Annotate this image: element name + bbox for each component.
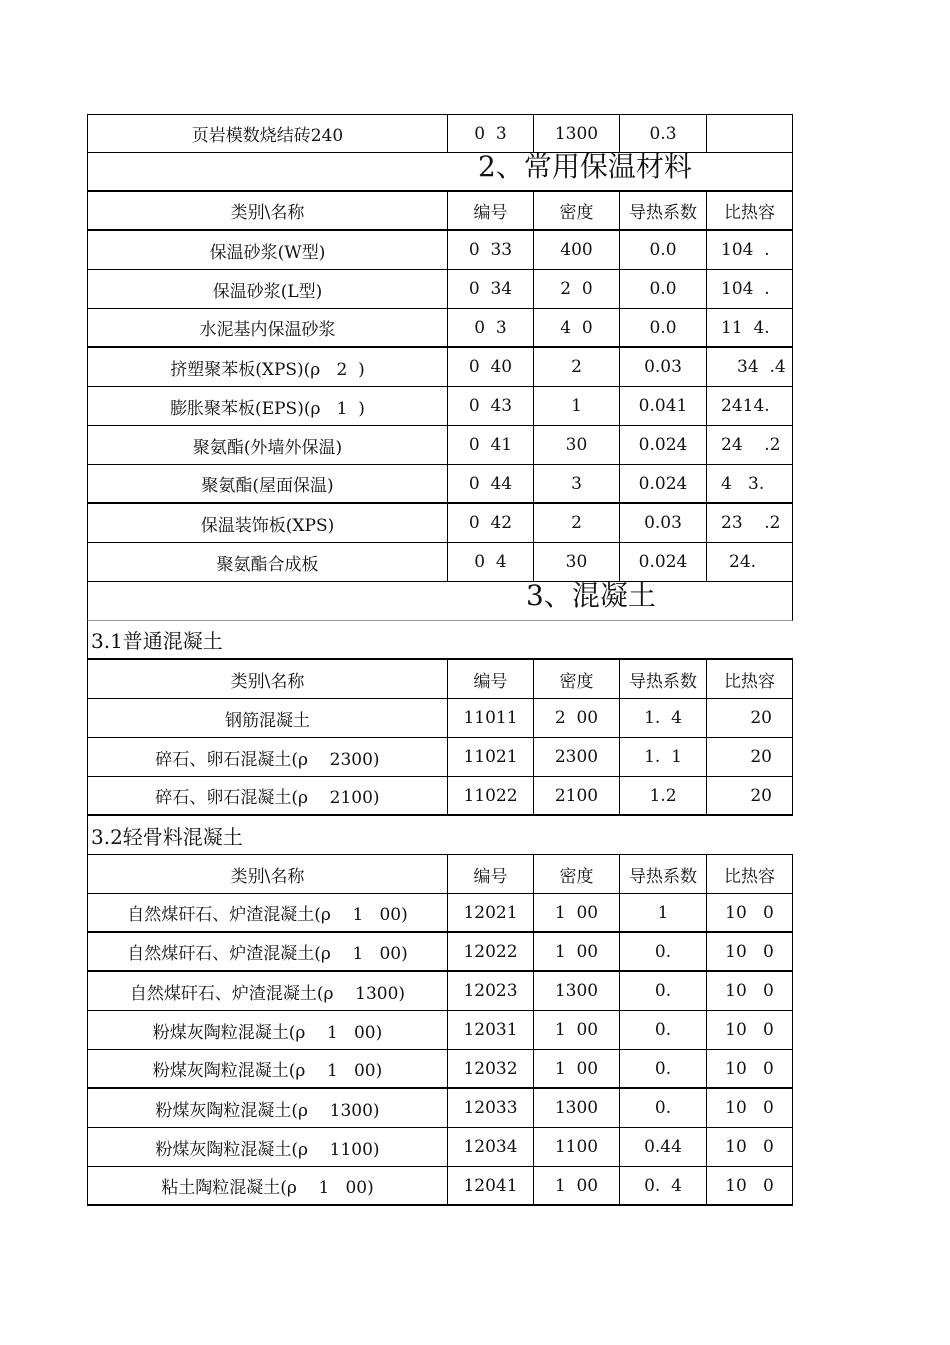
cell-code[interactable]: 12033 [448,1089,534,1127]
cell-heat-capacity[interactable]: 34 .4 [737,357,786,377]
table-row [87,504,793,543]
cell-code[interactable]: 0 33 [448,231,534,269]
table-row [87,1167,793,1206]
header-cell[interactable]: 导热系数 [620,855,707,893]
cell-conductivity[interactable]: 0.3 [620,115,707,152]
header-cell[interactable]: 导热系数 [620,660,707,698]
cell-density[interactable]: 30 [534,543,620,581]
cell-conductivity[interactable]: 0. [620,933,707,970]
cell-name[interactable]: 保温砂浆(L型) [88,270,448,308]
cell-density[interactable]: 1300 [534,115,620,152]
cell-conductivity[interactable]: 0. [620,1011,707,1049]
cell-conductivity[interactable]: 0.024 [620,426,707,464]
table-row [87,1011,793,1050]
cell-density[interactable]: 30 [534,426,620,464]
table-row [87,1089,793,1128]
cell-code[interactable]: 12041 [448,1167,534,1204]
cell-code[interactable]: 0 3 [448,309,534,346]
table-row [87,972,793,1011]
cell-name[interactable]: 粘土陶粒混凝土(ρ 1 00) [88,1167,448,1204]
cell-density[interactable]: 1 00 [534,894,620,931]
cell-density[interactable]: 1 00 [534,1011,620,1049]
table-row [87,738,793,777]
header-cell[interactable]: 导热系数 [620,192,707,229]
cell-code[interactable]: 12021 [448,894,534,931]
table-header-row [87,192,793,231]
subsection-title-text: 3.2轻骨料混凝土 [91,824,243,849]
header-cell[interactable]: 类别\名称 [88,192,448,229]
cell-density[interactable]: 2 [534,348,620,386]
cell-name[interactable]: 自然煤矸石、炉渣混凝土(ρ 1 00) [88,894,448,931]
cell-heat-capacity[interactable]: 23 .2 [721,513,781,533]
cell-conductivity[interactable]: 0. [620,972,707,1010]
cell-code[interactable]: 11011 [448,699,534,737]
cell-heat-capacity[interactable]: 104 . [721,279,770,299]
cell-code[interactable]: 11021 [448,738,534,776]
cell-density[interactable]: 1 [534,387,620,425]
cell-code[interactable]: 12031 [448,1011,534,1049]
table-row [87,1128,793,1167]
cell-conductivity[interactable]: 0.024 [620,543,707,581]
cell-code[interactable]: 0 43 [448,387,534,425]
cell-heat-capacity[interactable]: 10 0 [725,1175,774,1196]
cell-code[interactable]: 0 4 [448,543,534,581]
table-header-row [87,855,793,894]
cell-density[interactable]: 1 00 [534,1167,620,1204]
table-row [87,270,793,309]
cell-density[interactable]: 1 00 [534,933,620,970]
cell-code[interactable]: 12032 [448,1050,534,1087]
table-row [87,465,793,504]
cell-name[interactable]: 钢筋混凝土 [88,699,448,737]
cell-density[interactable]: 2 [534,504,620,542]
cell-density[interactable]: 1300 [534,972,620,1010]
cell-conductivity[interactable]: 0. [620,1089,707,1127]
table-row [87,699,793,738]
spreadsheet [87,114,793,1206]
table-row [87,933,793,972]
subsection-title [87,816,793,855]
cell-code[interactable]: 0 34 [448,270,534,308]
cell-heat-capacity[interactable]: 4 3. [721,473,765,494]
cell-conductivity[interactable]: 0.024 [620,465,707,502]
cell-conductivity[interactable]: 1 [620,894,707,931]
cell-name[interactable]: 膨胀聚苯板(EPS)(ρ 1 ) [88,387,448,425]
cell-conductivity[interactable]: 0. 4 [620,1167,707,1204]
table-row [87,387,793,426]
cell-density[interactable]: 400 [534,231,620,269]
cell-code[interactable]: 12023 [448,972,534,1010]
cell-density[interactable]: 3 [534,465,620,502]
cell-density[interactable]: 2100 [534,777,620,814]
cell-conductivity[interactable]: 0.44 [620,1128,707,1166]
cell-code[interactable]: 12034 [448,1128,534,1166]
cell-code[interactable]: 0 41 [448,426,534,464]
table-row [87,309,793,348]
cell-name[interactable]: 聚氨酯合成板 [88,543,448,581]
cell-name[interactable]: 粉煤灰陶粒混凝土(ρ 1 00) [88,1011,448,1049]
cell-heat-capacity[interactable]: 10 0 [725,1137,774,1157]
cell-heat-capacity[interactable]: 20 [750,747,772,767]
header-cell[interactable]: 编号 [448,192,534,229]
cell-name[interactable]: 碎石、卵石混凝土(ρ 2300) [88,738,448,776]
cell-conductivity[interactable]: 0.0 [620,270,707,308]
header-cell[interactable]: 比热容 [724,866,775,887]
cell-name[interactable]: 保温装饰板(XPS) [88,504,448,542]
cell-code[interactable]: 0 40 [448,348,534,386]
cell-heat-capacity[interactable] [707,115,792,152]
cell-name[interactable]: 保温砂浆(W型) [88,231,448,269]
cell-code[interactable]: 12022 [448,933,534,970]
header-cell[interactable]: 编号 [448,855,534,893]
cell-code[interactable]: 0 42 [448,504,534,542]
header-cell[interactable]: 密度 [534,192,620,229]
cell-heat-capacity[interactable]: 10 0 [725,981,774,1001]
cell-conductivity[interactable]: 0.03 [620,348,707,386]
section-title: 2、常用保温材料 [478,150,692,183]
header-cell[interactable]: 密度 [534,660,620,698]
subsection-title-text: 3.1普通混凝土 [91,629,223,653]
cell-conductivity[interactable]: 1. 1 [620,738,707,776]
cell-heat-capacity[interactable]: 10 0 [725,1098,774,1118]
cell-density[interactable]: 1300 [534,1089,620,1127]
cell-conductivity[interactable]: 1. 4 [620,699,707,737]
cell-conductivity[interactable]: 0.0 [620,309,707,346]
cell-code[interactable]: 11022 [448,777,534,814]
cell-name[interactable]: 碎石、卵石混凝土(ρ 2100) [88,777,448,814]
header-cell[interactable]: 类别\名称 [88,855,448,893]
cell-heat-capacity[interactable]: 10 0 [725,902,774,923]
cell-heat-capacity[interactable]: 10 0 [725,941,774,962]
cell-heat-capacity[interactable]: 10 0 [725,1058,774,1079]
header-cell[interactable]: 比热容 [724,671,775,692]
header-cell[interactable]: 密度 [534,855,620,893]
section-title-row [87,150,793,192]
subsection-title [87,621,793,660]
table-row [87,231,793,270]
table-row [87,777,793,816]
cell-heat-capacity[interactable]: 20 [750,708,772,728]
cell-name[interactable]: 粉煤灰陶粒混凝土(ρ 1300) [88,1089,448,1127]
table-row [87,894,793,933]
cell-name[interactable]: 自然煤矸石、炉渣混凝土(ρ 1300) [88,972,448,1010]
cell-name[interactable]: 聚氨酯(屋面保温) [88,465,448,502]
table-row [87,426,793,465]
cell-code[interactable]: 0 3 [448,115,534,152]
cell-name[interactable]: 自然煤矸石、炉渣混凝土(ρ 1 00) [88,933,448,970]
cell-density[interactable]: 1 00 [534,1050,620,1087]
cell-conductivity[interactable]: 0.041 [620,387,707,425]
cell-name[interactable]: 粉煤灰陶粒混凝土(ρ 1100) [88,1128,448,1166]
cell-heat-capacity[interactable]: 20 [750,785,772,806]
cell-conductivity[interactable]: 0.0 [620,231,707,269]
table-row [87,543,793,582]
header-cell[interactable]: 比热容 [724,203,775,223]
cell-conductivity[interactable]: 1.2 [620,777,707,814]
cell-name[interactable]: 水泥基内保温砂浆 [88,309,448,346]
cell-name[interactable]: 粉煤灰陶粒混凝土(ρ 1 00) [88,1050,448,1087]
cell-name[interactable]: 页岩模数烧结砖240 [88,115,448,152]
cell-heat-capacity[interactable]: 10 0 [725,1020,774,1040]
cell-heat-capacity[interactable]: 104 . [721,240,770,260]
cell-name[interactable]: 聚氨酯(外墙外保温) [88,426,448,464]
cell-heat-capacity[interactable]: 11 4. [721,317,770,338]
table-header-row [87,660,793,699]
header-cell[interactable]: 类别\名称 [88,660,448,698]
cell-code[interactable]: 0 44 [448,465,534,502]
table-row [87,1050,793,1089]
cell-density[interactable]: 2 00 [534,699,620,737]
cell-heat-capacity[interactable]: 24 .2 [721,435,781,455]
header-cell[interactable]: 编号 [448,660,534,698]
table-row [87,348,793,387]
cell-heat-capacity[interactable]: 24. [729,552,757,572]
section-title: 3、混凝土 [526,579,656,612]
cell-density[interactable]: 2300 [534,738,620,776]
section-title-row [87,579,793,621]
cell-density[interactable]: 2 0 [534,270,620,308]
cell-density[interactable]: 1100 [534,1128,620,1166]
cell-name[interactable]: 挤塑聚苯板(XPS)(ρ 2 ) [88,348,448,386]
cell-heat-capacity[interactable]: 2414. [721,396,770,416]
cell-density[interactable]: 4 0 [534,309,620,346]
cell-conductivity[interactable]: 0.03 [620,504,707,542]
cell-conductivity[interactable]: 0. [620,1050,707,1087]
